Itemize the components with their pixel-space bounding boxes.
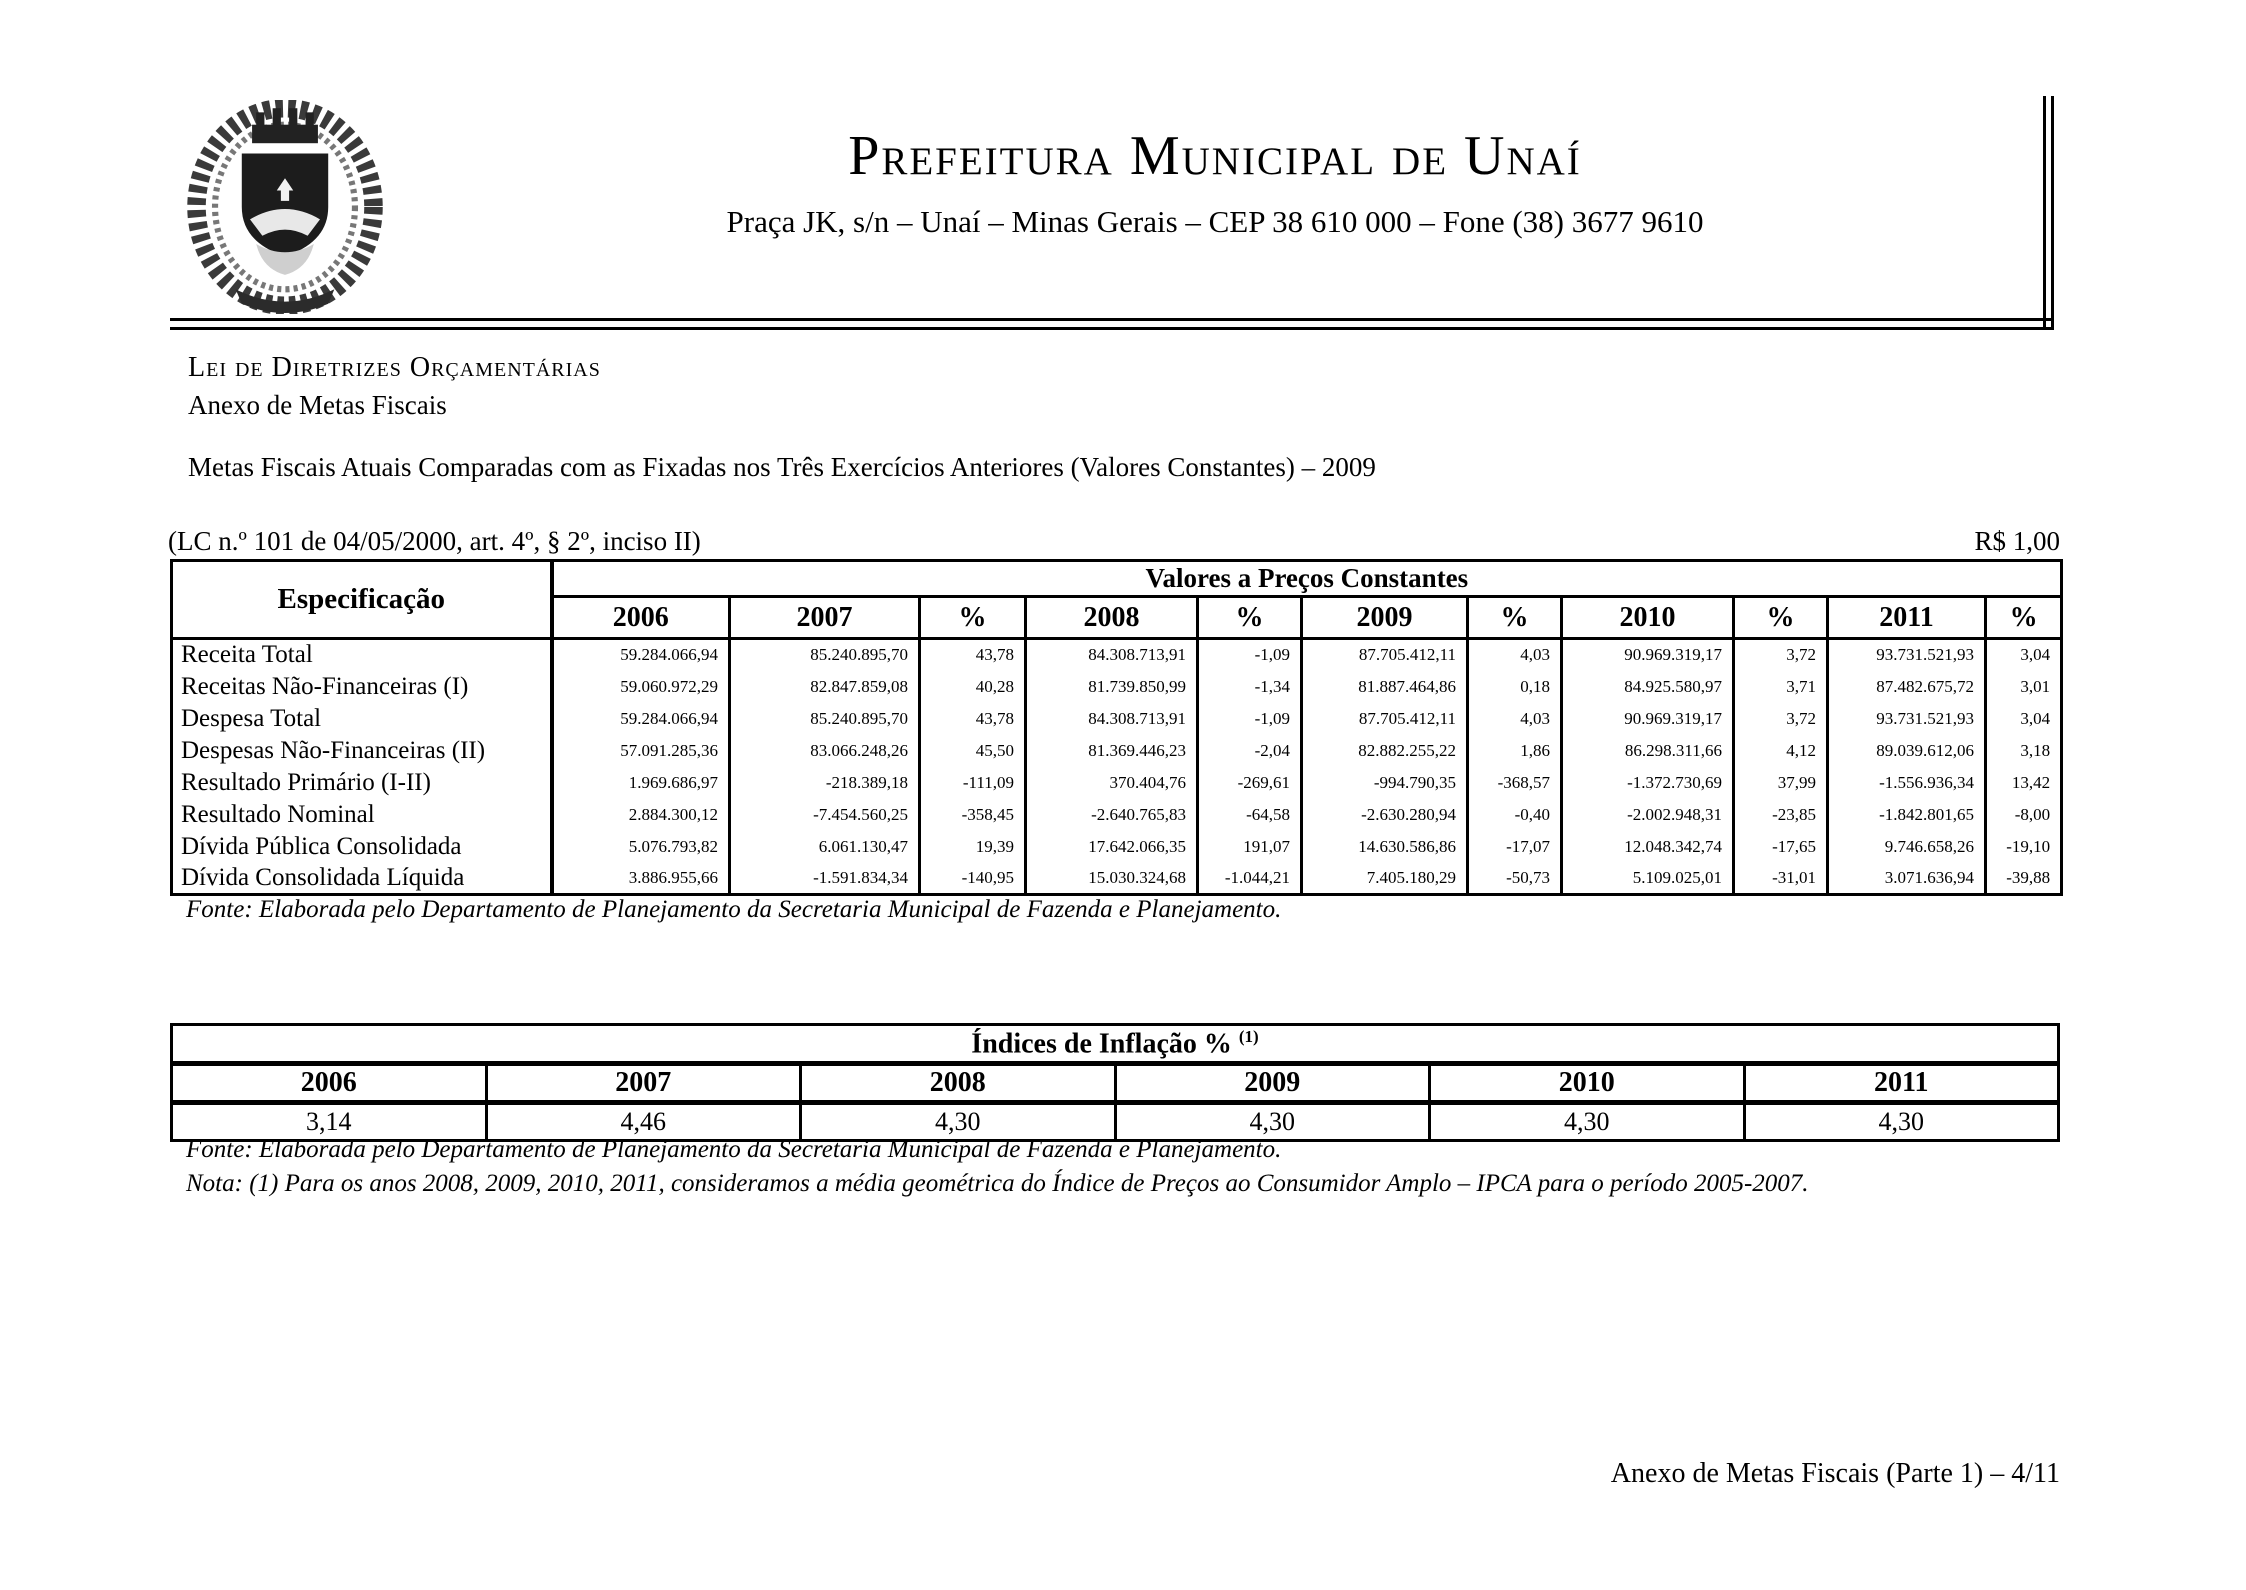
row-value: 4,03: [1468, 703, 1562, 735]
row-value: -17,07: [1468, 831, 1562, 863]
row-value: 84.925.580,97: [1562, 671, 1734, 703]
row-value: 81.887.464,86: [1302, 671, 1468, 703]
page-number-footer: Anexo de Metas Fiscais (Parte 1) – 4/11: [1610, 1458, 2060, 1489]
row-value: 3,01: [1986, 671, 2062, 703]
row-value: 4,12: [1734, 735, 1828, 767]
row-value: -2.002.948,31: [1562, 799, 1734, 831]
inflation-title-text: Índices de Inflação %: [971, 1028, 1232, 1060]
row-value: 82.882.255,22: [1302, 735, 1468, 767]
row-value: -1.556.936,34: [1828, 767, 1986, 799]
col-header-2010: 2010: [1562, 597, 1734, 639]
inflation-year-2007: 2007: [486, 1064, 801, 1103]
row-value: -1.842.801,65: [1828, 799, 1986, 831]
row-value: 6.061.130,47: [730, 831, 920, 863]
row-value: -1.591.834,34: [730, 863, 920, 895]
row-value: 370.404,76: [1026, 767, 1198, 799]
spec-column-header: Especificação: [172, 561, 552, 639]
row-value: -8,00: [1986, 799, 2062, 831]
row-value: 17.642.066,35: [1026, 831, 1198, 863]
letterhead: [390, 126, 2040, 240]
col-header-2008: 2008: [1026, 597, 1198, 639]
inflation-table-title: [172, 1025, 2059, 1064]
row-value: 59.060.972,29: [552, 671, 730, 703]
row-label: Dívida Pública Consolidada: [172, 831, 552, 863]
row-value: 40,28: [920, 671, 1026, 703]
row-value: -1.372.730,69: [1562, 767, 1734, 799]
values-group-header: Valores a Preços Constantes: [552, 561, 2062, 597]
row-value: -358,45: [920, 799, 1026, 831]
row-value: 57.091.285,36: [552, 735, 730, 767]
row-value: 15.030.324,68: [1026, 863, 1198, 895]
fiscal-table-row: [172, 863, 2062, 895]
row-label: Despesa Total: [172, 703, 552, 735]
col-header-pct-2011: %: [1986, 597, 2062, 639]
inflation-indexes-table: [170, 1023, 2060, 1142]
fiscal-table-row: [172, 767, 2062, 799]
row-value: 43,78: [920, 639, 1026, 671]
fiscal-table-container: [170, 559, 2063, 896]
row-value: 3.071.636,94: [1828, 863, 1986, 895]
col-header-2007: 2007: [730, 597, 920, 639]
row-value: -0,40: [1468, 799, 1562, 831]
row-value: 19,39: [920, 831, 1026, 863]
row-value: 89.039.612,06: [1828, 735, 1986, 767]
inflation-year-2009: 2009: [1115, 1064, 1430, 1103]
row-label: Resultado Nominal: [172, 799, 552, 831]
row-value: -17,65: [1734, 831, 1828, 863]
row-value: 3,72: [1734, 703, 1828, 735]
inflation-value-2008: 4,30: [801, 1103, 1116, 1141]
row-value: -2.630.280,94: [1302, 799, 1468, 831]
row-value: 59.284.066,94: [552, 639, 730, 671]
row-value: 82.847.859,08: [730, 671, 920, 703]
row-value: -7.454.560,25: [730, 799, 920, 831]
fiscal-table-body: [172, 639, 2062, 895]
row-label: Receitas Não-Financeiras (I): [172, 671, 552, 703]
inflation-value-2006: 3,14: [172, 1103, 487, 1141]
row-value: 87.705.412,11: [1302, 703, 1468, 735]
inflation-year-2006: 2006: [172, 1064, 487, 1103]
row-value: -111,09: [920, 767, 1026, 799]
fiscal-table-row: [172, 735, 2062, 767]
row-value: -1.044,21: [1198, 863, 1302, 895]
inflation-table-note: Nota: (1) Para os anos 2008, 2009, 2010, 2011, consideramos a média geométrica do Índice de Preços ao Consumidor Amplo – IPCA para o período 2005-2007.: [186, 1170, 1809, 1197]
row-value: 83.066.248,26: [730, 735, 920, 767]
fiscal-table-row: [172, 671, 2062, 703]
row-value: 4,03: [1468, 639, 1562, 671]
currency-unit: R$ 1,00: [1974, 526, 2060, 556]
row-label: Dívida Consolidada Líquida: [172, 863, 552, 895]
row-value: 2.884.300,12: [552, 799, 730, 831]
row-value: 90.969.319,17: [1562, 639, 1734, 671]
row-value: 1.969.686,97: [552, 767, 730, 799]
inflation-value-2010: 4,30: [1430, 1103, 1745, 1141]
row-label: Resultado Primário (I-II): [172, 767, 552, 799]
col-header-pct-2010: %: [1734, 597, 1828, 639]
row-value: 85.240.895,70: [730, 639, 920, 671]
inflation-title-footnote-marker: (1): [1238, 1027, 1259, 1046]
row-value: 0,18: [1468, 671, 1562, 703]
table-caption: Metas Fiscais Atuais Comparadas com as Fixadas nos Três Exercícios Anteriores (Valores Constantes) – 2009: [188, 452, 1376, 482]
fiscal-table-row: [172, 639, 2062, 671]
inflation-year-2008: 2008: [801, 1064, 1116, 1103]
row-value: 3,18: [1986, 735, 2062, 767]
row-value: -218.389,18: [730, 767, 920, 799]
row-value: 90.969.319,17: [1562, 703, 1734, 735]
row-value: -50,73: [1468, 863, 1562, 895]
row-value: 84.308.713,91: [1026, 703, 1198, 735]
row-value: -1,09: [1198, 703, 1302, 735]
fiscal-table-row: [172, 799, 2062, 831]
row-value: 85.240.895,70: [730, 703, 920, 735]
row-value: 3,04: [1986, 639, 2062, 671]
row-value: -23,85: [1734, 799, 1828, 831]
col-header-2009: 2009: [1302, 597, 1468, 639]
col-header-pct-2008: %: [1198, 597, 1302, 639]
inflation-value-2007: 4,46: [486, 1103, 801, 1141]
annex-subtitle: Anexo de Metas Fiscais: [188, 390, 447, 420]
municipality-title: Prefeitura Municipal de Unaí: [848, 125, 1582, 187]
row-value: 86.298.311,66: [1562, 735, 1734, 767]
row-value: 12.048.342,74: [1562, 831, 1734, 863]
inflation-table-source: Fonte: Elaborada pelo Departamento de Planejamento da Secretaria Municipal de Fazenda e Planejamento.: [186, 1136, 1282, 1163]
inflation-year-row: [172, 1064, 2059, 1103]
row-value: -269,61: [1198, 767, 1302, 799]
col-header-pct-2009: %: [1468, 597, 1562, 639]
row-value: 45,50: [920, 735, 1026, 767]
row-value: 3.886.955,66: [552, 863, 730, 895]
row-value: 87.482.675,72: [1828, 671, 1986, 703]
inflation-value-2009: 4,30: [1115, 1103, 1430, 1141]
col-header-2006: 2006: [552, 597, 730, 639]
row-value: 93.731.521,93: [1828, 639, 1986, 671]
row-value: -1,34: [1198, 671, 1302, 703]
row-value: 37,99: [1734, 767, 1828, 799]
legal-reference: (LC n.º 101 de 04/05/2000, art. 4º, § 2º, inciso II): [168, 526, 701, 556]
row-value: 81.739.850,99: [1026, 671, 1198, 703]
letterhead-bottom-rule: [170, 318, 2054, 330]
row-value: 14.630.586,86: [1302, 831, 1468, 863]
reference-line: [168, 526, 2060, 557]
row-value: -64,58: [1198, 799, 1302, 831]
fiscal-metas-table: [170, 559, 2063, 896]
law-title: Lei de Diretrizes Orçamentárias: [188, 352, 601, 383]
inflation-year-2010: 2010: [1430, 1064, 1745, 1103]
row-value: 43,78: [920, 703, 1026, 735]
inflation-year-2011: 2011: [1744, 1064, 2059, 1103]
row-value: 59.284.066,94: [552, 703, 730, 735]
row-value: -39,88: [1986, 863, 2062, 895]
row-value: -368,57: [1468, 767, 1562, 799]
row-value: -2,04: [1198, 735, 1302, 767]
row-value: 5.109.025,01: [1562, 863, 1734, 895]
row-value: 93.731.521,93: [1828, 703, 1986, 735]
row-value: 1,86: [1468, 735, 1562, 767]
inflation-value-2011: 4,30: [1744, 1103, 2059, 1141]
col-header-2011: 2011: [1828, 597, 1986, 639]
row-value: 3,04: [1986, 703, 2062, 735]
row-value: -1,09: [1198, 639, 1302, 671]
fiscal-table-source: Fonte: Elaborada pelo Departamento de Planejamento da Secretaria Municipal de Fazenda e Planejamento.: [186, 896, 1282, 923]
group-header-row: [172, 561, 2062, 597]
row-value: 81.369.446,23: [1026, 735, 1198, 767]
row-value: 13,42: [1986, 767, 2062, 799]
row-value: 5.076.793,82: [552, 831, 730, 863]
col-header-pct-2007: %: [920, 597, 1026, 639]
row-value: 3,71: [1734, 671, 1828, 703]
row-value: -31,01: [1734, 863, 1828, 895]
row-value: -140,95: [920, 863, 1026, 895]
row-value: 7.405.180,29: [1302, 863, 1468, 895]
row-value: 9.746.658,26: [1828, 831, 1986, 863]
municipality-address: Praça JK, s/n – Unaí – Minas Gerais – CEP 38 610 000 – Fone (38) 3677 9610: [726, 203, 1704, 239]
row-value: -19,10: [1986, 831, 2062, 863]
letterhead-right-rule: [2043, 96, 2054, 330]
fiscal-table-row: [172, 703, 2062, 735]
row-value: 84.308.713,91: [1026, 639, 1198, 671]
row-value: -2.640.765,83: [1026, 799, 1198, 831]
inflation-table-container: [170, 1023, 2060, 1142]
row-value: 191,07: [1198, 831, 1302, 863]
row-value: -994.790,35: [1302, 767, 1468, 799]
row-label: Receita Total: [172, 639, 552, 671]
municipal-coat-of-arms-icon: [182, 100, 388, 314]
row-label: Despesas Não-Financeiras (II): [172, 735, 552, 767]
inflation-title-row: [172, 1025, 2059, 1064]
fiscal-table-row: [172, 831, 2062, 863]
row-value: 87.705.412,11: [1302, 639, 1468, 671]
row-value: 3,72: [1734, 639, 1828, 671]
